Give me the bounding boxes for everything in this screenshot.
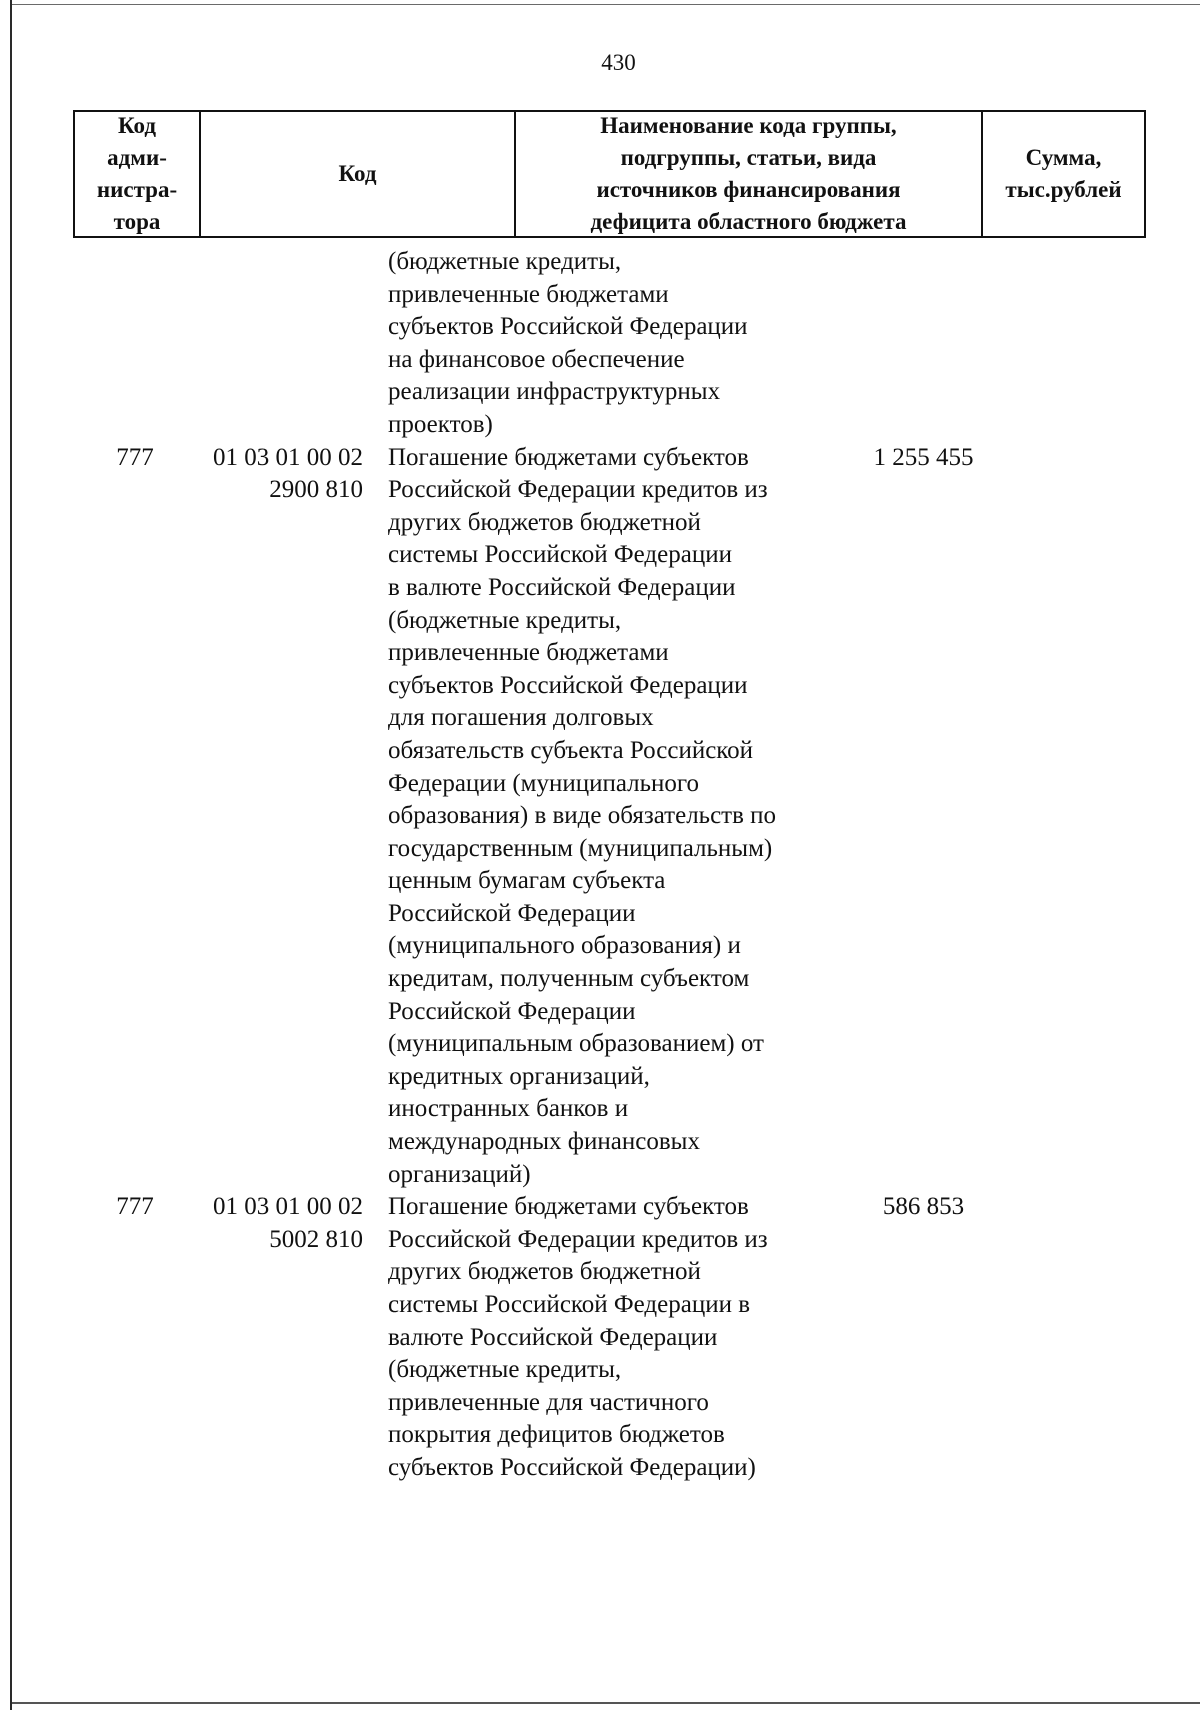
table-row bbox=[73, 442, 1146, 1192]
row-sum: 586 853 bbox=[882, 1193, 965, 1221]
table-row bbox=[73, 1191, 1146, 1484]
scan-edge-top bbox=[12, 4, 1200, 5]
header-sum-label: Сумма, тыс.рублей bbox=[1005, 145, 1122, 202]
header-code-label: Код bbox=[338, 161, 377, 186]
row-name: Погашение бюджетами субъектов Российской Федерации кредитов из других бюджетов бюджетной системы Российской Федерации в валюте Российской Федерации (бюджетные кредиты, привлеченные бюджетами субъектов Российской Федерации для погашения долговых обязательств субъекта Российской Федерации (муниципального образования) в виде обязательств по государственным (муниципальным) ценным бумагам субъекта Российской Федерации (муниципального образования) и кредитам, полученным субъектом Российской Федерации (муниципальным образованием) от кредитных организаций, иностранных банков и международных финансовых организаций) bbox=[388, 443, 777, 1188]
table-header bbox=[73, 110, 1146, 238]
header-name bbox=[514, 112, 981, 236]
header-sum bbox=[981, 112, 1144, 236]
row-admin-code: 777 bbox=[116, 443, 154, 471]
page-number: 430 bbox=[601, 50, 636, 75]
row-name: (бюджетные кредиты, привлеченные бюджетами субъектов Российской Федерации на финансовое обеспечение реализации инфраструктурных проектов) bbox=[388, 248, 748, 438]
scan-edge-left bbox=[10, 0, 12, 1710]
header-name-label: Наименование кода группы, подгруппы, статьи, вида источников финансирования дефицита областного бюджета bbox=[590, 113, 907, 234]
row-name: Погашение бюджетами субъектов Российской Федерации кредитов из других бюджетов бюджетной системы Российской Федерации в валюте Российской Федерации (бюджетные кредиты, привлеченные для частичного покрытия дефицитов бюджетов субъектов Российской Федерации) bbox=[388, 1193, 768, 1481]
header-code bbox=[199, 112, 514, 236]
scan-edge-bottom bbox=[12, 1702, 1200, 1704]
row-admin-code: 777 bbox=[116, 1193, 154, 1221]
row-code: 01 03 01 00 02 2900 810 bbox=[213, 443, 363, 504]
header-admin-code bbox=[75, 112, 199, 236]
header-admin-code-label: Код адми- нистра- тора bbox=[96, 113, 178, 234]
table-row bbox=[73, 246, 1146, 442]
row-sum: 1 255 455 bbox=[873, 443, 974, 471]
row-code: 01 03 01 00 02 5002 810 bbox=[213, 1193, 363, 1253]
table-body bbox=[73, 246, 1146, 1485]
